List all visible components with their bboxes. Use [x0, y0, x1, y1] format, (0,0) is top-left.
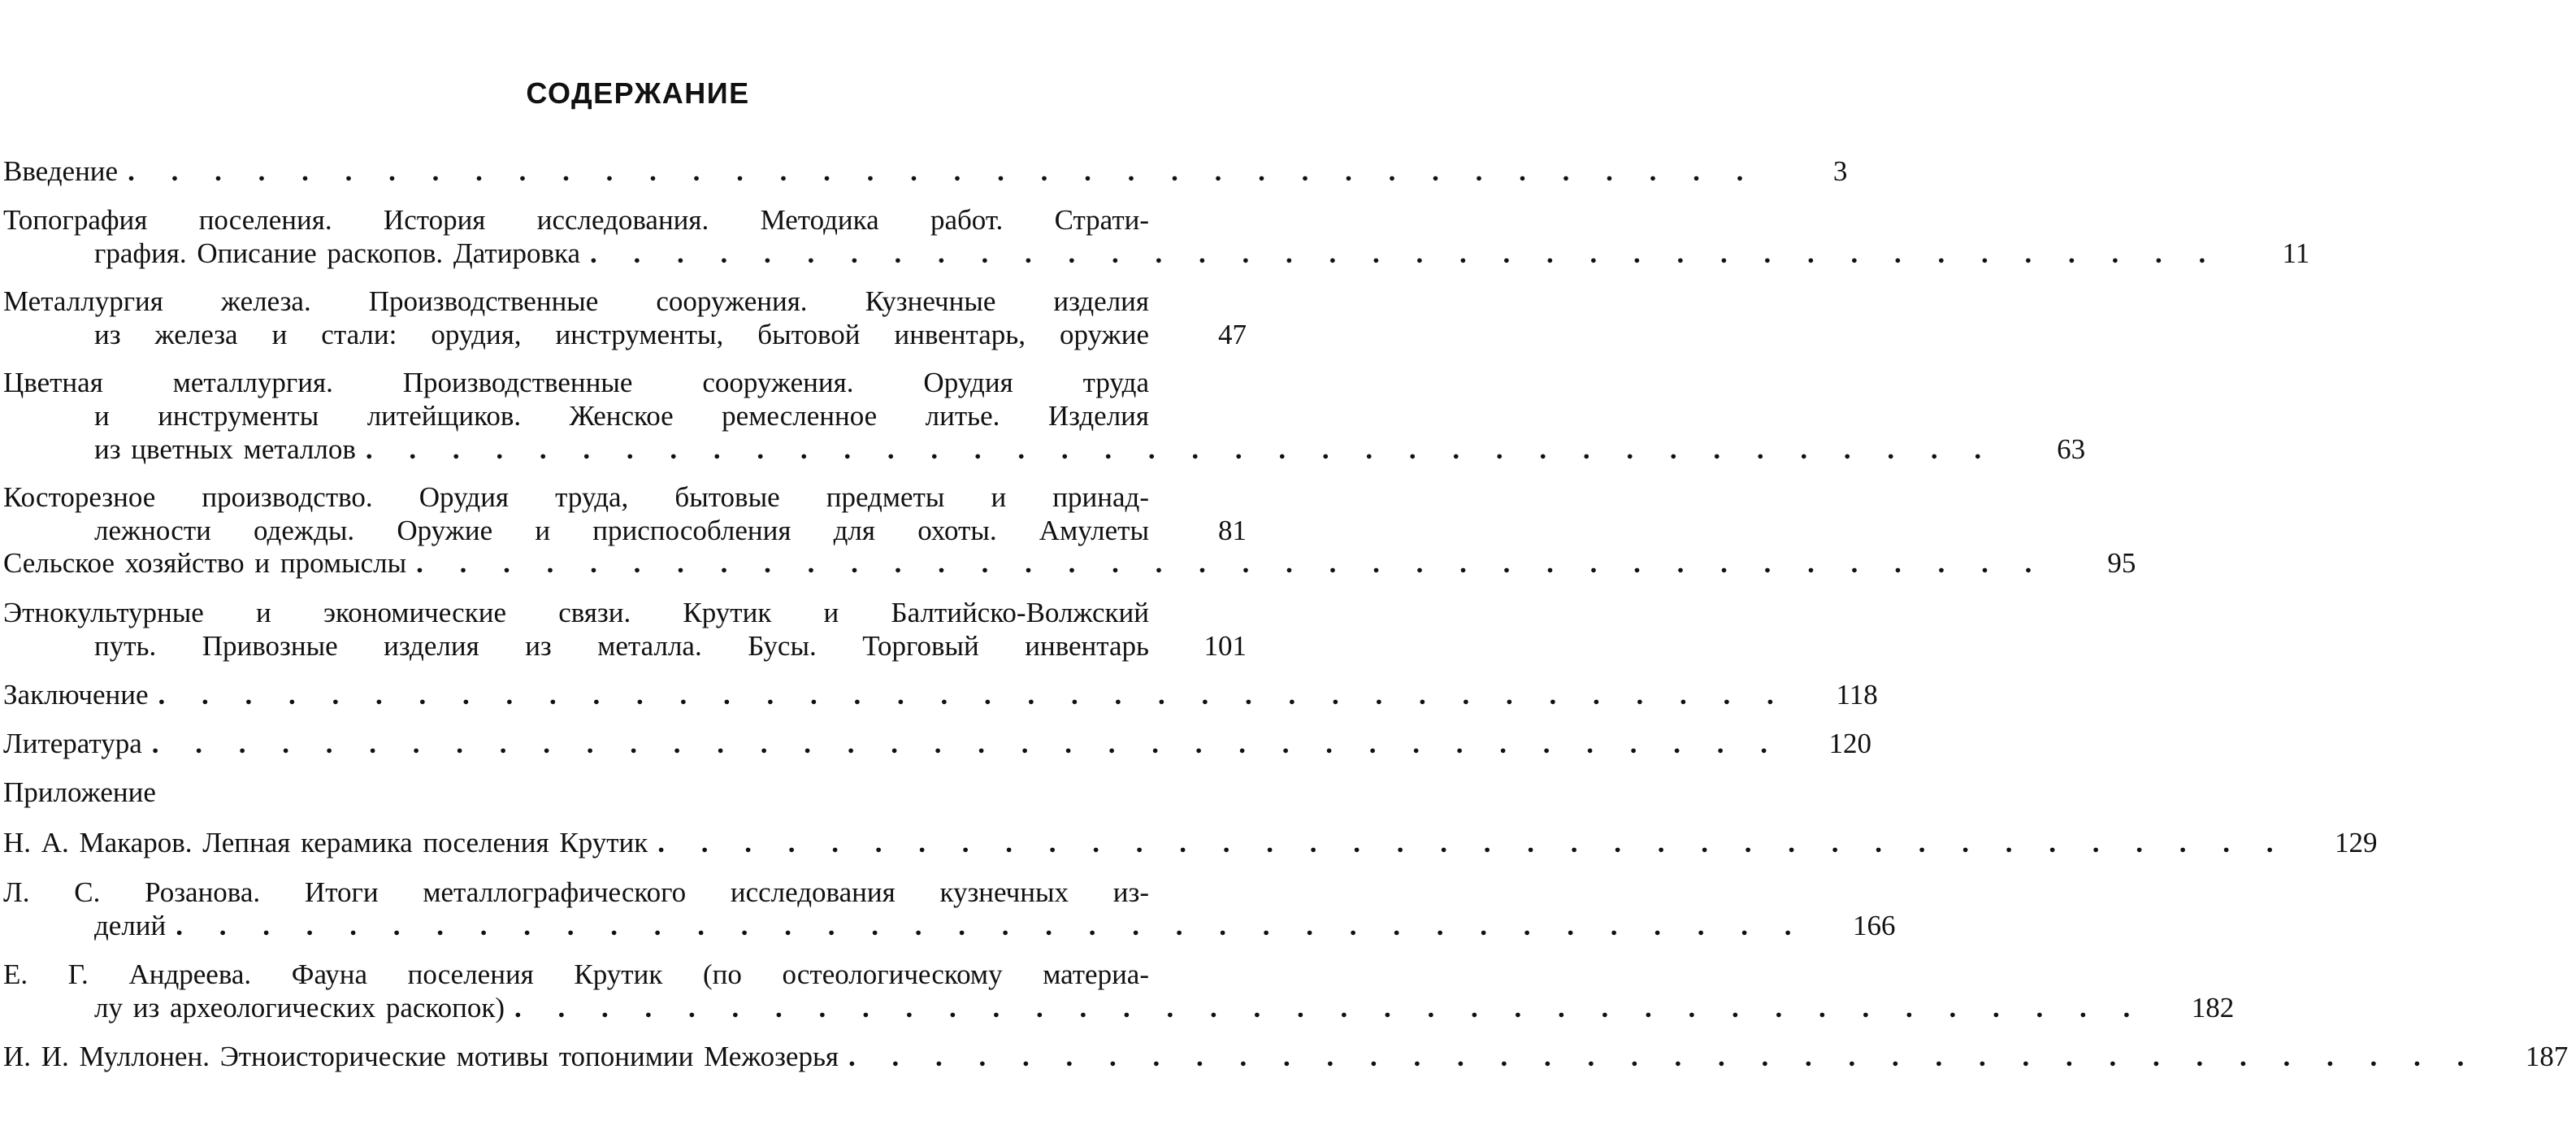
- toc-line: [3, 285, 1255, 318]
- toc-entry-title: Н. А. Макаров. Лепная керамика поселения Крутик: [3, 827, 648, 858]
- dot-leader: . . . . . . . . . . . . . . . . . . . . . . . . . . . . . . . . . . . . . .: [158, 679, 1789, 711]
- toc-entry-title: Этнокультурные и экономические связи. Крутик и Балтийско-Волжский: [3, 597, 1149, 628]
- toc-entry-agriculture: [3, 546, 2136, 580]
- page-number: 182: [2191, 992, 2235, 1024]
- page-title: СОДЕРЖАНИЕ: [526, 76, 750, 110]
- toc-line: [3, 1040, 2569, 1073]
- toc-entry-title-cont: и инструменты литейщиков. Женское ремесленное литье. Изделия: [94, 400, 1149, 432]
- dot-leader: . . . . . . . . . . . . . . . . . . . . . . . . . . . . . . . . . . . . . .: [416, 547, 2047, 579]
- toc-line: [3, 546, 2136, 580]
- page-number: 120: [1828, 728, 1872, 759]
- toc-entry-title: Цветная металлургия. Производственные сооружения. Орудия труда: [3, 367, 1149, 398]
- dot-leader: . . . . . . . . . . . . . . . . . . . . . . . . . . . . . . . . . . . . . .: [151, 728, 1783, 759]
- toc-section-heading: Приложение: [3, 776, 156, 808]
- toc-line: [3, 678, 1878, 711]
- toc-line: [3, 958, 1255, 991]
- toc-line: [3, 432, 2086, 466]
- toc-line: [3, 366, 1255, 399]
- toc-line: [3, 318, 1255, 351]
- toc-entry-title-cont: путь. Привозные изделия из металла. Бусы. Торговый инвентарь: [94, 630, 1149, 662]
- toc-line: [3, 776, 1255, 809]
- page-number: 47: [1218, 319, 1247, 350]
- page-number: 95: [2107, 547, 2136, 579]
- toc-entry-makarov: [3, 826, 2378, 859]
- toc-entry-appendix-heading: [3, 776, 1255, 809]
- toc-entry-title: Л. С. Розанова. Итоги металлографического исследования кузнечных из-: [3, 876, 1149, 908]
- toc-line: [3, 876, 1255, 909]
- toc-entry-bone-carving: [3, 480, 1255, 547]
- toc-entry-conclusion: [3, 678, 1878, 711]
- toc-entry-title: Топография поселения. История исследования. Методика работ. Страти-: [3, 204, 1149, 236]
- dot-leader: . . . . . . . . . . . . . . . . . . . . . . . . . . . . . . . . . . . . . .: [365, 433, 1997, 465]
- dot-leader: . . . . . . . . . . . . . . . . . . . . . . . . . . . . . . . . . . . . . .: [657, 827, 2288, 858]
- toc-entry-topography: [3, 203, 2310, 270]
- toc-entry-references: [3, 727, 1872, 760]
- toc-line: [3, 480, 1255, 514]
- toc-line: [3, 596, 1255, 629]
- toc-line: [3, 203, 1255, 237]
- toc-entry-title-cont: лу из археологических раскопок): [94, 992, 505, 1024]
- page-number: 101: [1203, 630, 1247, 662]
- dot-leader: . . . . . . . . . . . . . . . . . . . . . . . . . . . . . . . . . . . . . .: [848, 1041, 2479, 1072]
- page-number: 3: [1832, 155, 1848, 187]
- page-number: 118: [1836, 679, 1878, 711]
- toc-entry-title-cont: графия. Описание раскопов. Датировка: [94, 237, 580, 269]
- toc-entry-title: Металлургия железа. Производственные сооружения. Кузнечные изделия: [3, 285, 1149, 317]
- toc-entry-title: Введение: [3, 155, 119, 187]
- toc-entry-title-cont: делий: [94, 910, 167, 941]
- toc-line: [3, 826, 2378, 859]
- toc-entry-title: Е. Г. Андреева. Фауна поселения Крутик (по остеологическому материа-: [3, 958, 1149, 990]
- page-number: 187: [2525, 1041, 2569, 1072]
- toc-entry-mullonen: [3, 1040, 2569, 1073]
- toc-entry-title-cont: лежности одежды. Оружие и приспособления для охоты. Амулеты: [94, 515, 1149, 546]
- toc-line: [3, 991, 2235, 1024]
- toc-line: [3, 727, 1872, 760]
- toc-line: [3, 237, 2310, 270]
- dot-leader: . . . . . . . . . . . . . . . . . . . . . . . . . . . . . . . . . . . . . .: [128, 155, 1759, 187]
- page-number: 11: [2282, 237, 2310, 269]
- toc-entry-title: Сельское хозяйство и промыслы: [3, 547, 407, 579]
- toc-line: [3, 399, 1255, 432]
- dot-leader: . . . . . . . . . . . . . . . . . . . . . . . . . . . . . . . . . . . . . .: [514, 992, 2145, 1024]
- page-number: 129: [2335, 827, 2378, 858]
- toc-entry-introduction: [3, 154, 1848, 188]
- toc-line: [3, 154, 1848, 188]
- dot-leader: . . . . . . . . . . . . . . . . . . . . . . . . . . . . . . . . . . . . . .: [176, 910, 1806, 941]
- toc-entry-iron-metallurgy: [3, 285, 1255, 351]
- toc-entry-title-cont: из железа и стали: орудия, инструменты, бытовой инвентарь, оружие: [94, 319, 1149, 350]
- toc-line: [3, 629, 1255, 663]
- toc-entry-ethnocultural-links: [3, 596, 1255, 663]
- toc-line: [3, 514, 1255, 547]
- toc-entry-nonferrous-metallurgy: [3, 366, 2086, 466]
- page-number: 166: [1853, 910, 1896, 941]
- toc-entry-andreeva: [3, 958, 2235, 1024]
- toc-line: [3, 909, 1896, 942]
- toc-entry-title-cont: из цветных металлов: [94, 433, 356, 465]
- dot-leader: . . . . . . . . . . . . . . . . . . . . . . . . . . . . . . . . . . . . . .: [590, 237, 2221, 269]
- toc-entry-title: Косторезное производство. Орудия труда, бытовые предметы и принад-: [3, 481, 1149, 513]
- page-number: 63: [2057, 433, 2086, 465]
- toc-entry-rozanova: [3, 876, 1896, 942]
- toc-entry-title: Заключение: [3, 679, 149, 711]
- toc-entry-title: Литература: [3, 728, 142, 759]
- toc-entry-title: И. И. Муллонен. Этноисторические мотивы топонимии Межозерья: [3, 1041, 839, 1072]
- page-number: 81: [1218, 515, 1247, 546]
